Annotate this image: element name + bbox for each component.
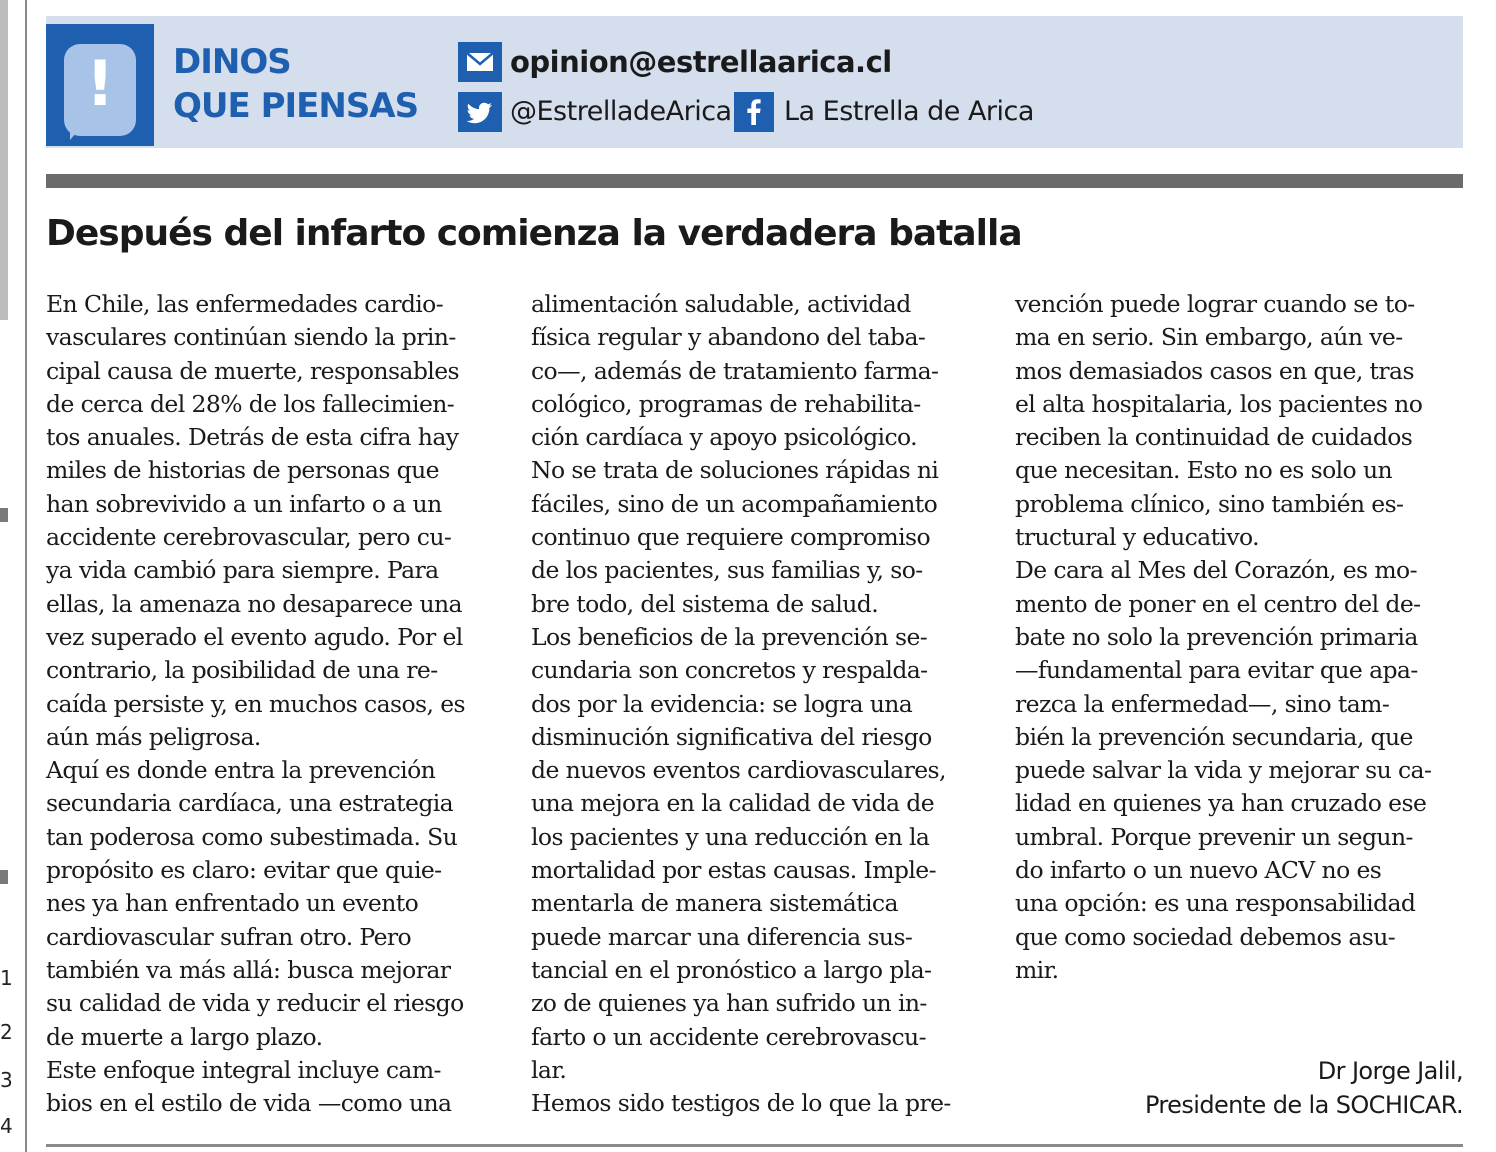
exclamation-speech-bubble-icon	[46, 24, 154, 146]
article-text-line: No se trata de soluciones rápidas ni	[531, 456, 939, 485]
margin-tick	[0, 870, 8, 884]
article-text-line: que necesitan. Esto no es solo un	[1015, 456, 1393, 485]
article-text-line: mento de poner en el centro del de-	[1015, 589, 1421, 618]
article-text-line: rezca la enfermedad—, sino tam-	[1015, 689, 1390, 718]
article-text-line: una opción: es una responsabilidad	[1015, 889, 1416, 918]
author-title: Presidente de la SOCHICAR.	[1144, 1091, 1463, 1119]
margin-number: 4	[0, 1114, 13, 1138]
margin-tick	[0, 508, 8, 522]
article-text-line: ción cardíaca y apoyo psicológico.	[531, 423, 918, 452]
article-text-line: tructural y educativo.	[1015, 523, 1260, 552]
article-text-line: ma en serio. Sin embargo, aún ve-	[1015, 323, 1403, 352]
article-text-line: vasculares continúan siendo la prin-	[46, 323, 456, 352]
article-text-line: de los pacientes, sus familias y, so-	[531, 556, 923, 585]
article-text-line: contrario, la posibilidad de una re-	[46, 656, 438, 685]
twitter-bird-icon-svg	[458, 92, 502, 132]
article-text-line: ellas, la amenaza no desaparece una	[46, 589, 462, 618]
article-text-line: umbral. Porque prevenir un segun-	[1015, 822, 1413, 851]
article-text-line: continuo que requiere compromiso	[531, 523, 931, 552]
section-title	[173, 40, 418, 128]
article-text-line: de nuevos eventos cardiovasculares,	[531, 756, 946, 785]
article-text-line: aún más peligrosa.	[46, 722, 261, 751]
article-text-line: los pacientes y una reducción en la	[531, 822, 930, 851]
article-text-line: En Chile, las enfermedades cardio-	[46, 290, 444, 318]
article-text-line: el alta hospitalaria, los pacientes no	[1015, 389, 1423, 418]
article-text-line: bios en el estilo de vida —como una	[46, 1089, 452, 1118]
envelope-icon-svg	[458, 42, 502, 82]
article-text-line: mentarla de manera sistemática	[531, 889, 898, 918]
article-text-line: vención puede lograr cuando se to-	[1015, 290, 1415, 318]
article-text-line: fáciles, sino de un acompañamiento	[531, 489, 938, 518]
article-text-line: tan poderosa como subestimada. Su	[46, 822, 458, 851]
facebook-f-icon-svg	[734, 92, 774, 132]
article-text-line: bién la prevención secundaria, que	[1015, 722, 1413, 751]
section-title-line2: QUE PIENSAS	[173, 86, 419, 126]
article-text-line: Hemos sido testigos de lo que la pre-	[531, 1089, 951, 1118]
article-text-line: caída persiste y, en muchos casos, es	[46, 689, 465, 718]
article-text-line: dos por la evidencia: se logra una	[531, 689, 913, 718]
article-text-line: tancial en el pronóstico a largo pla-	[531, 955, 932, 984]
article-headline: Después del infarto comienza la verdadera batalla	[46, 213, 1022, 254]
article-text-line: una mejora en la calidad de vida de	[531, 789, 935, 818]
article-text-line: mortalidad por estas causas. Imple-	[531, 856, 936, 885]
article-text-line: puede marcar una diferencia sus-	[531, 922, 913, 951]
article-text-line: co—, además de tratamiento farma-	[531, 356, 939, 385]
article-text-line: lar.	[531, 1055, 567, 1084]
article-text-line: —fundamental para evitar que apa-	[1015, 656, 1418, 685]
envelope-icon	[458, 42, 502, 82]
article-text-line: accidente cerebrovascular, pero cu-	[46, 523, 452, 552]
article-text-line: problema clínico, sino también es-	[1015, 489, 1404, 518]
article-column-1	[46, 288, 506, 1120]
page-edge	[0, 0, 28, 1152]
article-text-line: de cerca del 28% de los fallecimien-	[46, 389, 455, 418]
article-text-line: ya vida cambió para siempre. Para	[46, 556, 439, 585]
article-text-line: secundaria cardíaca, una estrategia	[46, 789, 454, 818]
email-link[interactable]: opinion@estrellaarica.cl	[510, 45, 892, 79]
article-text-line: mos demasiados casos en que, tras	[1015, 356, 1414, 385]
article-text-line: que como sociedad debemos asu-	[1015, 922, 1396, 951]
margin-number: 1	[0, 966, 13, 990]
article-text-line: Los beneficios de la prevención se-	[531, 622, 928, 651]
twitter-bird-icon	[458, 92, 502, 132]
article-text-line: tos anuales. Detrás de esta cifra hay	[46, 423, 459, 452]
article-text-line: mir.	[1015, 955, 1059, 984]
facebook-f-icon	[734, 92, 774, 132]
article-text-line: también va más allá: busca mejorar	[46, 955, 451, 984]
article-text-line: reciben la continuidad de cuidados	[1015, 423, 1413, 452]
article-text-line: miles de historias de personas que	[46, 456, 439, 485]
section-divider	[46, 174, 1463, 188]
article-text-line: vez superado el evento agudo. Por el	[46, 622, 463, 651]
article-text-line: de muerte a largo plazo.	[46, 1022, 323, 1051]
article-text-line: zo de quienes ya han sufrido un in-	[531, 989, 927, 1018]
article-text-line: alimentación saludable, actividad	[531, 290, 911, 318]
margin-number: 3	[0, 1068, 13, 1092]
adjacent-page-strip	[0, 0, 8, 320]
article-text-line: su calidad de vida y reducir el riesgo	[46, 989, 464, 1018]
author-signature	[1145, 1054, 1463, 1122]
article-text-line: De cara al Mes del Corazón, es mo-	[1015, 556, 1417, 585]
article-text-line: do infarto o un nuevo ACV no es	[1015, 856, 1382, 885]
article-text-line: Este enfoque integral incluye cam-	[46, 1055, 441, 1084]
article-column-2	[531, 288, 991, 1120]
twitter-handle-link[interactable]: @EstrelladeArica	[510, 96, 732, 127]
section-title-line1: DINOS	[173, 42, 291, 82]
article-text-line: nes ya han enfrentado un evento	[46, 889, 419, 918]
margin-number: 2	[0, 1020, 13, 1044]
article-text-line: cológico, programas de rehabilita-	[531, 389, 921, 418]
article-text-line: propósito es claro: evitar que quie-	[46, 856, 442, 885]
article-text-line: lidad en quienes ya han cruzado ese	[1015, 789, 1427, 818]
article-text-line: bre todo, del sistema de salud.	[531, 589, 879, 618]
article-text-line: cundaria son concretos y respalda-	[531, 656, 928, 685]
article-text-line: cipal causa de muerte, responsables	[46, 356, 459, 385]
page-edge-rule	[25, 0, 27, 1152]
author-name: Dr Jorge Jalil,	[1317, 1057, 1463, 1085]
article-text-line: farto o un accidente cerebrovascu-	[531, 1022, 926, 1051]
article-column-3	[1015, 288, 1475, 987]
facebook-page-link[interactable]: La Estrella de Arica	[784, 96, 1034, 127]
article-text-line: disminución significativa del riesgo	[531, 722, 932, 751]
article-text-line: bate no solo la prevención primaria	[1015, 622, 1418, 651]
exclamation-mark-icon: !	[86, 47, 115, 120]
article-text-line: puede salvar la vida y mejorar su ca-	[1015, 756, 1432, 785]
bottom-divider	[46, 1144, 1463, 1147]
article-text-line: Aquí es donde entra la prevención	[46, 756, 436, 785]
article-text-line: cardiovascular sufran otro. Pero	[46, 922, 412, 951]
article-text-line: física regular y abandono del taba-	[531, 323, 926, 352]
speech-bubble-tail	[70, 124, 84, 140]
article-text-line: han sobrevivido a un infarto o a un	[46, 489, 442, 518]
